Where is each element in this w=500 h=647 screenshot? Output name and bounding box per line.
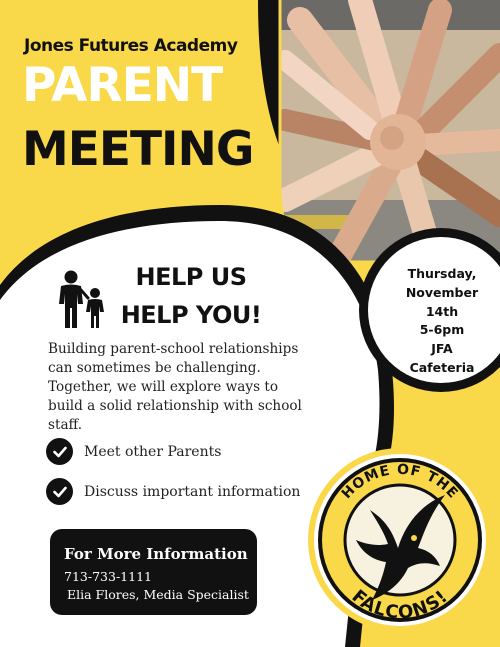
title-line-1: PARENT (22, 58, 223, 113)
event-details (398, 265, 486, 378)
tagline-line-2: HELP YOU! (120, 301, 262, 329)
logo-top-text: HOME OF THE (338, 461, 462, 503)
list-item (46, 478, 300, 505)
event-month: November (405, 284, 479, 300)
contact-person: Elia Flores, Media Specialist (67, 587, 249, 602)
logo-bottom-text: FALCONS! (347, 585, 453, 624)
event-day: Thursday, (407, 266, 477, 281)
title-line-2: MEETING (22, 122, 254, 177)
event-location: JFA Cafeteria (409, 341, 475, 375)
contact-title: For More Information (64, 545, 248, 563)
contact-phone: 713-733-1111 (64, 569, 152, 584)
tagline-line-1: HELP US (135, 263, 247, 291)
tagline (116, 258, 266, 334)
list-item (46, 438, 221, 465)
checkmark-icon (46, 438, 73, 465)
list-item-label: Meet other Parents (84, 443, 222, 460)
checkmark-icon (46, 478, 73, 505)
description: Building parent-school relationships can sometimes be challenging. Together, we will explore ways to build a solid relationship with school staff. (48, 341, 302, 433)
contact-box (50, 529, 257, 615)
event-time: 5-6pm (419, 322, 465, 338)
parent-child-icon (56, 270, 108, 328)
event-date: 14th (425, 303, 459, 319)
list-item-label: Discuss important information (84, 483, 301, 500)
school-name: Jones Futures Academy (24, 36, 238, 56)
